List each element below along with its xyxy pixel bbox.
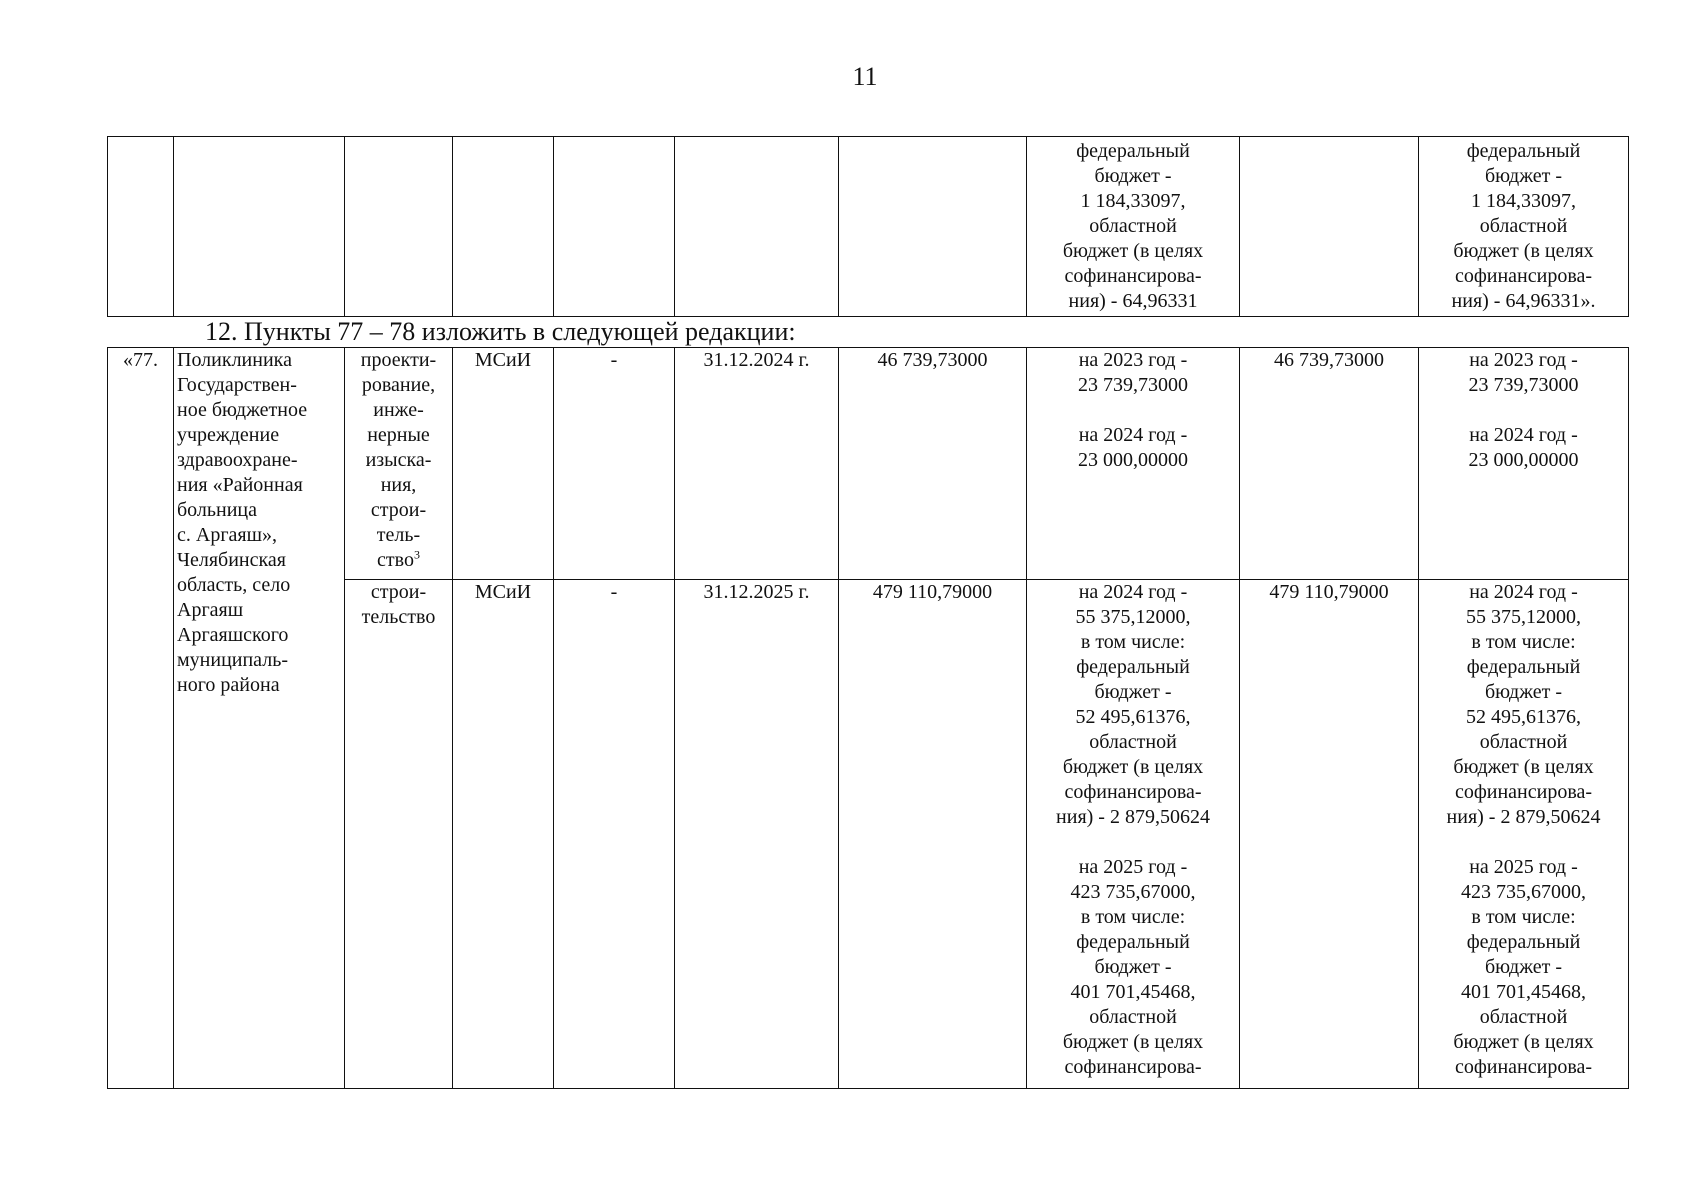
cell-empty (675, 137, 839, 317)
item-77-table (107, 347, 1629, 1089)
financing-2: на 2023 год - 23 739,73000 на 2024 год - 23 000,00000 (1419, 348, 1629, 580)
cell-empty (345, 137, 453, 317)
cost-2: 479 110,79000 (1240, 580, 1419, 1089)
dash-cell: - (554, 580, 675, 1089)
cost: 479 110,79000 (839, 580, 1027, 1089)
customer: МСиИ (453, 580, 554, 1089)
object-name: Поликлиника Государствен- ное бюджетное учреждение здравоохране- ния «Районная больница с. Аргаяш», Челябинская область, село Аргаяш Аргаяшского муниципаль- ного района (174, 348, 345, 1089)
work-type: строи- тельство (345, 580, 453, 1089)
financing-cell: федеральный бюджет - 1 184,33097, областной бюджет (в целях софинансирова- ния) - 64,96331 (1027, 137, 1240, 317)
page-number: 11 (852, 62, 878, 91)
cost-2: 46 739,73000 (1240, 348, 1419, 580)
deadline: 31.12.2024 г. (675, 348, 839, 580)
deadline: 31.12.2025 г. (675, 580, 839, 1089)
cell-empty (174, 137, 345, 317)
financing-2: на 2024 год - 55 375,12000, в том числе: федеральный бюджет - 52 495,61376, областной бюджет (в целях софинансирова- ния) - 2 879,50624 на 2025 год - 423 735,67000, в том числе: федеральный бюджет - 401 701,45468, областной бюджет (в целях софинансирова- (1419, 580, 1629, 1089)
table-row (108, 348, 1629, 580)
cell-empty (839, 137, 1027, 317)
financing: на 2023 год - 23 739,73000 на 2024 год - 23 000,00000 (1027, 348, 1240, 580)
footnote-marker: 3 (413, 547, 420, 562)
financing: на 2024 год - 55 375,12000, в том числе: федеральный бюджет - 52 495,61376, областной бюджет (в целях софинансирова- ния) - 2 879,50624 на 2025 год - 423 735,67000, в том числе: федеральный бюджет - 401 701,45468, областной бюджет (в целях софинансирова- (1027, 580, 1240, 1089)
financing-cell-2: федеральный бюджет - 1 184,33097, областной бюджет (в целях софинансирова- ния) - 64,96331». (1419, 137, 1629, 317)
table-row (108, 137, 1629, 317)
item-number: «77. (108, 348, 174, 1089)
work-type-text: проекти- рование, инже- нерные изыска- ния, строи- тель- ство (360, 349, 437, 571)
cell-empty (554, 137, 675, 317)
continued-table-fragment (107, 136, 1629, 317)
instruction-text: 12. Пункты 77 – 78 изложить в следующей редакции: (205, 317, 796, 346)
dash-cell: - (554, 348, 675, 580)
customer: МСиИ (453, 348, 554, 580)
cell-empty (453, 137, 554, 317)
cost: 46 739,73000 (839, 348, 1027, 580)
cell-empty (108, 137, 174, 317)
work-type (345, 348, 453, 580)
cell-empty (1240, 137, 1419, 317)
